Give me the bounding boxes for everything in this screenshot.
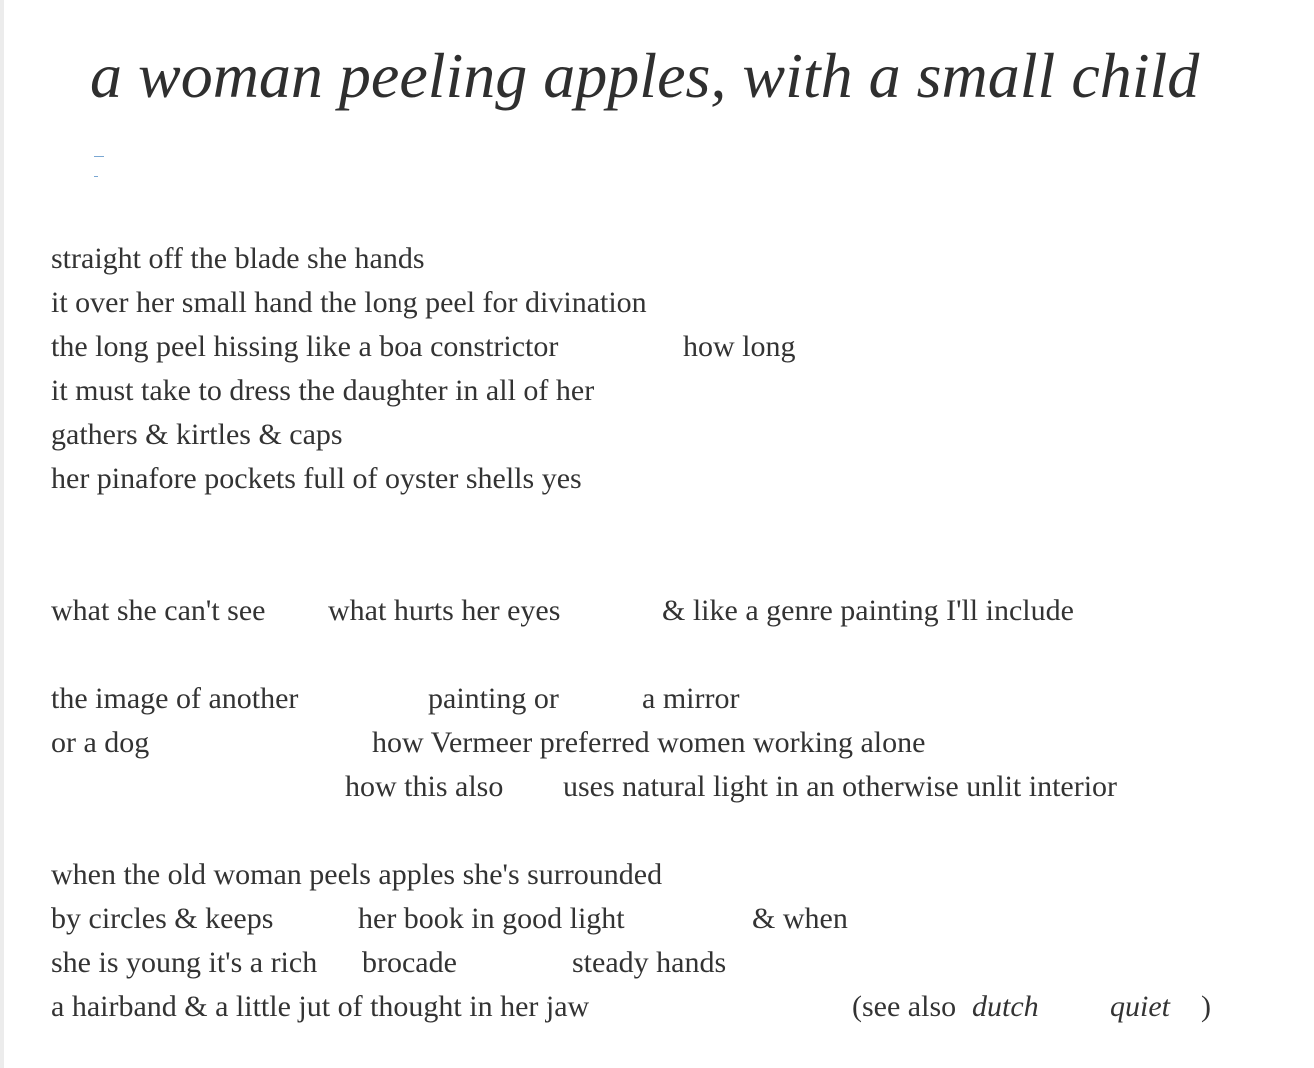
poem-line-fragment: what hurts her eyes (328, 594, 561, 627)
poem-line: gathers & kirtles & caps (51, 418, 343, 451)
poem-line: or a dog (51, 726, 150, 759)
poem-title: a woman peeling apples, with a small child (90, 40, 1200, 111)
poem-line-fragment: & when (752, 902, 848, 935)
poem-line: the long peel hissing like a boa constrictor (51, 330, 559, 363)
poem-line-fragment: how long (683, 330, 796, 363)
poem-line: she is young it's a rich (51, 946, 318, 979)
poem-line-fragment: uses natural light in an otherwise unlit interior (563, 770, 1118, 803)
poem-line: it over her small hand the long peel for divination (51, 286, 647, 319)
poem-line-fragment (1110, 987, 1170, 1027)
poem-line: the image of another (51, 682, 299, 715)
poem-line-fragment: how this also (345, 770, 504, 803)
poem-line-fragment: brocade (362, 946, 457, 979)
italic-word: quiet (1110, 990, 1170, 1023)
poem-line-fragment: (see also (852, 990, 957, 1023)
poem-line-fragment: how Vermeer preferred women working alone (372, 726, 926, 759)
poem-line-fragment: a mirror (642, 682, 740, 715)
poem-line: what she can't see (51, 594, 266, 627)
poem-line-fragment (972, 987, 1039, 1027)
poem-line-fragment: ) (1201, 990, 1211, 1023)
poem-line: her pinafore pockets full of oyster shells yes (51, 462, 582, 495)
poem-line: by circles & keeps (51, 902, 274, 935)
faint-link-mark (94, 156, 104, 157)
italic-word: dutch (972, 990, 1039, 1023)
poem-line: straight off the blade she hands (51, 242, 425, 275)
poem-line-fragment: & like a genre painting I'll include (662, 594, 1074, 627)
poem-line: a hairband & a little jut of thought in her jaw (51, 990, 590, 1023)
poem-line: it must take to dress the daughter in all of her (51, 374, 595, 407)
page-left-border (0, 0, 4, 1068)
poem-line-fragment: painting or (428, 682, 559, 715)
poem-line-fragment: her book in good light (358, 902, 625, 935)
poem-line: when the old woman peels apples she's surrounded (51, 858, 663, 891)
poem-line-fragment: steady hands (572, 946, 727, 979)
faint-link-mark-small (94, 176, 98, 177)
